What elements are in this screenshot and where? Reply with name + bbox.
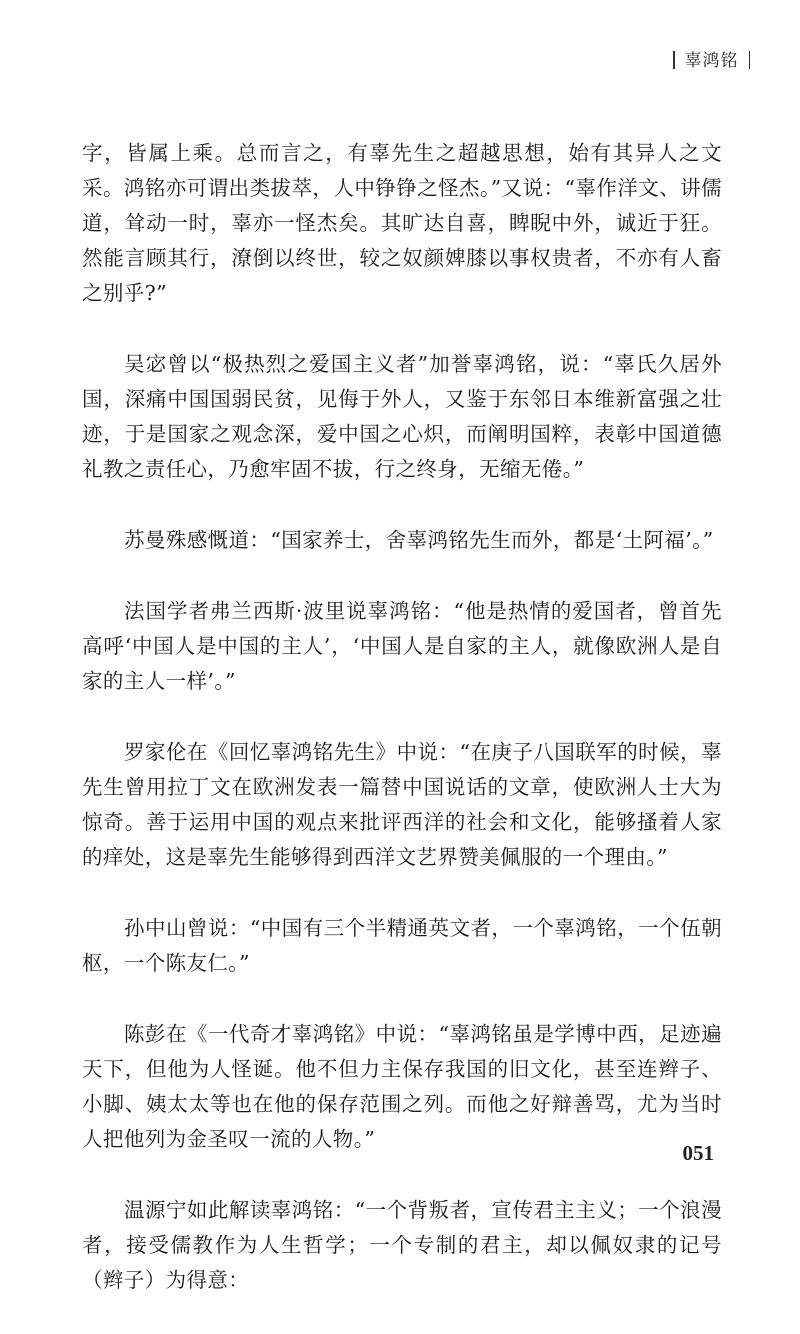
running-header: [663, 46, 760, 71]
paragraph-luo-jialun: 罗家伦在《回忆辜鸿铭先生》中说：“在庚子八国联军的时候，辜先生曾用拉丁文在欧洲发表一篇替中国说话的文章，使欧洲人士大为惊奇。善于运用中国的观点来批评西洋的社会和文化，能够搔着人家的痒处，这是辜先生能够得到西洋文艺界赞美佩服的一个理由。”: [82, 740, 722, 869]
paragraph-su-manshu: 苏曼殊感慨道：“国家养士，舍辜鸿铭先生而外，都是‘土阿福’。”: [124, 528, 714, 552]
paragraph-sun-zhongshan: 孙中山曾说：“中国有三个半精通英文者，一个辜鸿铭，一个伍朝枢，一个陈友仁。”: [82, 916, 722, 975]
header-divider-right: [749, 51, 751, 69]
paragraph-francis-poli: 法国学者弗兰西斯·波里说辜鸿铭：“他是热情的爱国者，曾首先高呼‘中国人是中国的主人’，‘中国人是自家的主人，就像欧洲人是自家的主人一样’。”: [82, 599, 722, 693]
page-number: 051: [682, 1141, 714, 1165]
page-body: [82, 136, 722, 1334]
paragraph-chen-peng: 陈彭在《一代奇才辜鸿铭》中说：“辜鸿铭虽是学博中西，足迹遍天下，但他为人怪诞。他不但力主保存我国的旧文化，甚至连辫子、小脚、姨太太等也在他的保存范围之列。而他之好辩善骂，尤为当时人把他列为金圣叹一流的人物。”: [82, 1022, 722, 1151]
header-divider-left: [673, 51, 675, 69]
paragraph-wen-yuanning: 温源宁如此解读辜鸿铭：“一个背叛者，宣传君主主义；一个浪漫者，接受儒教作为人生哲学；一个专制的君主，却以佩奴隶的记号（辫子）为得意：: [82, 1198, 722, 1292]
paragraph-wu-mi: 吴宓曾以“极热烈之爱国主义者”加誉辜鸿铭，说：“辜氏久居外国，深痛中国国弱民贫，见侮于外人，又鉴于东邻日本维新富强之壮迹，于是国家之观念深，爱中国之心炽，而阐明国粹，表彰中国道德礼教之责任心，乃愈牢固不拔，行之终身，无缩无倦。”: [82, 352, 722, 481]
header-title: 辜鸿铭: [684, 51, 739, 71]
paragraph-continued: 字，皆属上乘。总而言之，有辜先生之超越思想，始有其异人之文采。鸿铭亦可谓出类拔萃，人中铮铮之怪杰。”又说：“辜作洋文、讲儒道，耸动一时，辜亦一怪杰矣。其旷达自喜，睥睨中外，诚近于狂。然能言顾其行，潦倒以终世，较之奴颜婢膝以事权贵者，不亦有人畜之别乎?”: [82, 141, 722, 305]
